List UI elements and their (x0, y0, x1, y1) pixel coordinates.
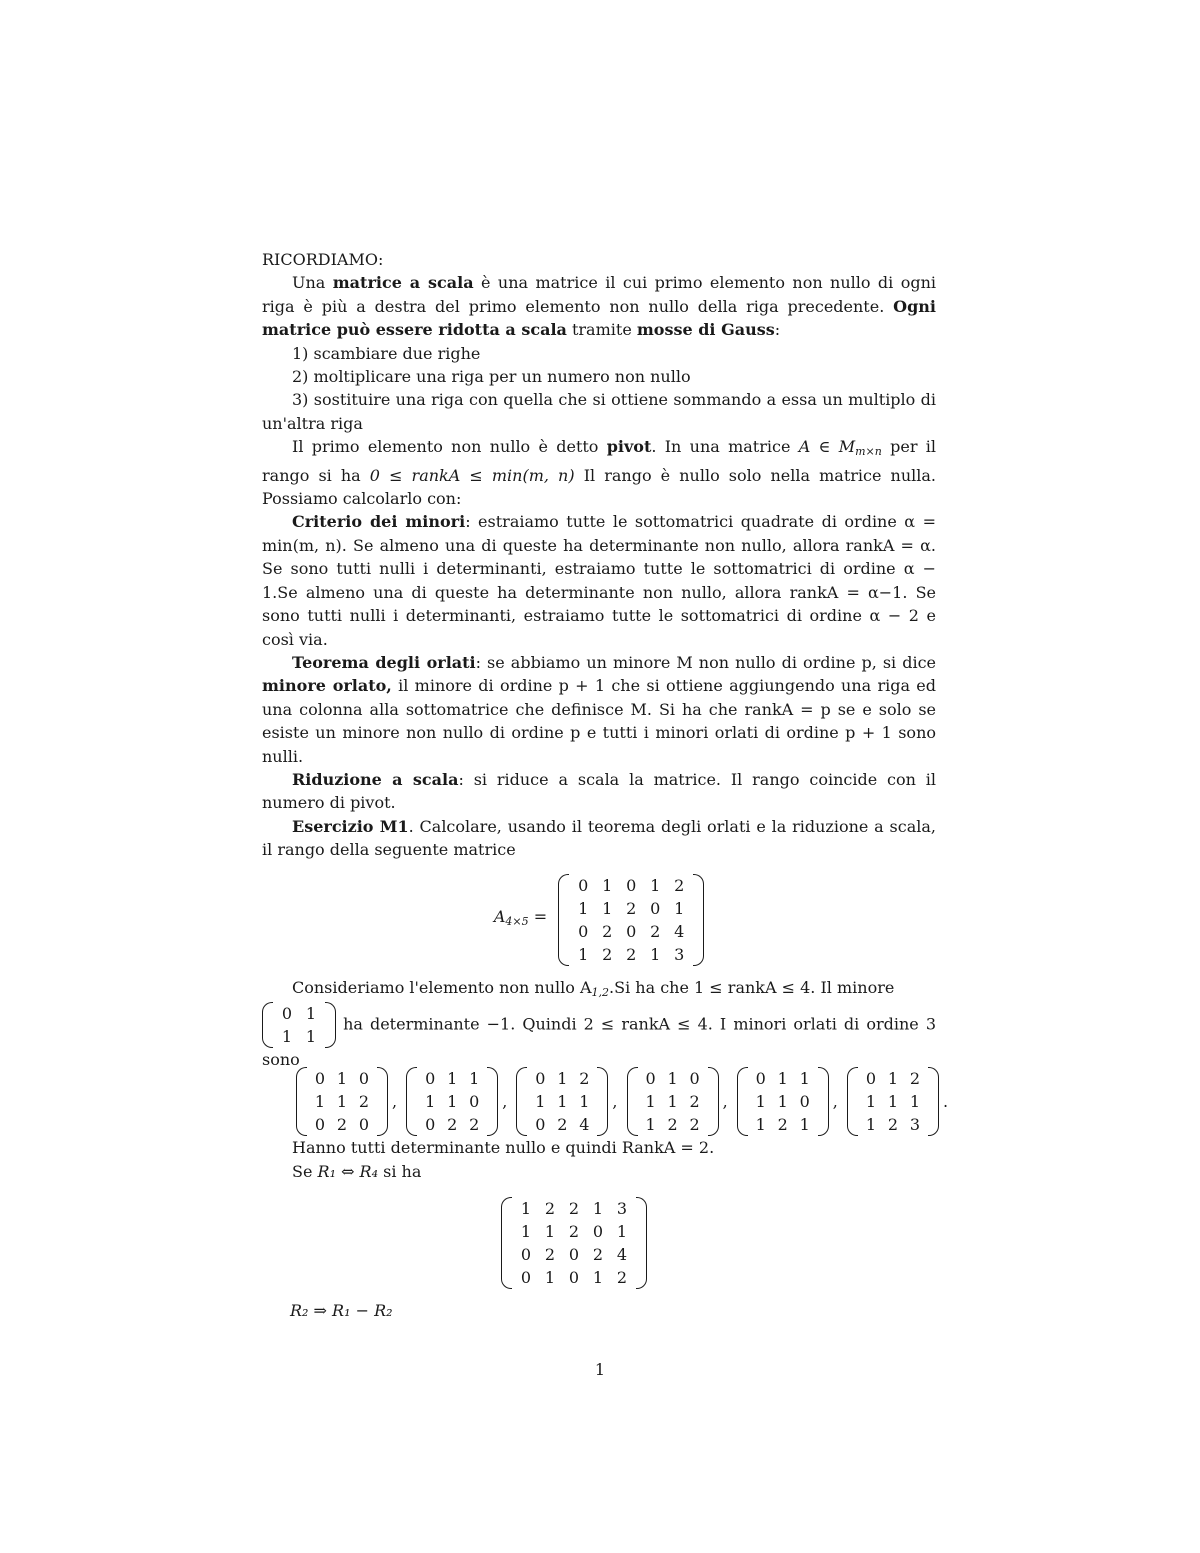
gauss-moves-list (262, 342, 936, 436)
matrix-entry: 0 (535, 1069, 546, 1089)
matrix-entry: 2 (689, 1092, 700, 1112)
matrix-entry: 0 (520, 1268, 532, 1288)
matrix-entry: 1 (520, 1222, 532, 1242)
list-item: 3) sostituire una riga con quella che si ottiene sommando a essa un multiplo di un'altra riga (262, 390, 936, 433)
matrix-entry: 2 (557, 1115, 568, 1135)
matrix-entry: 1 (469, 1069, 480, 1089)
matrix-entry: 1 (799, 1115, 810, 1135)
matrix-entry: 1 (544, 1222, 556, 1242)
matrix-entry: 1 (592, 1268, 604, 1288)
matrix-entry: 1 (447, 1069, 458, 1089)
matrix-entry: 2 (336, 1115, 348, 1135)
matrix-entry: 0 (626, 875, 637, 895)
matrix-entry: 4 (579, 1115, 590, 1135)
teorema-orlati-paragraph: Teorema degli orlati: se abbiamo un minore M non nullo di ordine p, si dice minore orlato, il minore di ordine p + 1 che si ottiene aggiungendo una riga ed una colonna alla sottomatrice che definisce M. Si ha che rankA = p se e solo se esiste un minore non nullo di ordine p e tutti i minori orlati di ordine p + 1 sono nulli. (262, 652, 937, 766)
matrix-a (558, 874, 704, 966)
left-paren (406, 1067, 417, 1136)
matrix-entry: 0 (689, 1069, 700, 1089)
matrix-entry: 0 (425, 1069, 436, 1089)
right-paren (325, 1002, 336, 1048)
matrix-b-display (212, 1197, 936, 1289)
pivot-paragraph: Il primo elemento non nullo è detto pivot. In una matrice A ∈ $M_{m\times n}$ per il rango si ha 0 ≤ rankA ≤ min(m, n) Il rango è nullo solo nella matrice nulla. Possiamo calcolarlo con: (262, 437, 937, 509)
matrix-entry: 0 (578, 875, 589, 895)
left-paren (501, 1197, 512, 1289)
matrix-entry: 1 (799, 1069, 810, 1089)
matrix-entry: 0 (314, 1115, 326, 1135)
matrix-entry: 1 (865, 1115, 877, 1135)
matrix-entry: 0 (425, 1115, 436, 1135)
list-item: 2) moltiplicare una riga per un numero non nullo (292, 367, 691, 387)
left-paren (627, 1067, 638, 1136)
matrix-entry: 0 (358, 1069, 370, 1089)
matrix-entry: 4 (674, 921, 685, 941)
matrix-entry: 3 (674, 944, 685, 964)
minor-line: 0 1 1 1 ha determinante −1. Quindi 2 ≤ rankA ≤ 4. I minori orlati di ordine 3 sono (262, 1003, 936, 1069)
matrix-entry: 2 (602, 944, 613, 964)
matrix-entry: 1 (887, 1092, 899, 1112)
matrix-entry: 1 (755, 1092, 766, 1112)
matrix-entry: 1 (557, 1069, 568, 1089)
matrix-entry: 0 (535, 1115, 546, 1135)
matrix-entry: 4 (616, 1245, 628, 1265)
matrix-entry: 2 (579, 1069, 590, 1089)
matrix-entry: 1 (909, 1092, 921, 1112)
matrix-entry: 0 (865, 1069, 877, 1089)
matrix-entry: 1 (667, 1092, 678, 1112)
orlato-matrix (737, 1067, 829, 1136)
section-heading: RICORDIAMO: (262, 250, 384, 269)
criterio-minori-paragraph: Criterio dei minori: estraiamo tutte le sottomatrici quadrate di ordine α = min(m, n). Se almeno una di queste ha determinante non nullo, allora rankA = α. Se sono tutti nulli i determinanti, estraiamo tutte le sottomatrici di ordine α − 1.Se almeno una di queste ha determinante non nullo, allora rankA = α−1. Se sono tutti nulli i determinanti, estraiamo tutte le sottomatrici di ordine α − 2 e così via. (262, 512, 936, 649)
matrix-entry: 1 (674, 898, 685, 918)
matrix-entry: 2 (626, 944, 637, 964)
right-paren (597, 1067, 608, 1136)
right-paren (818, 1067, 829, 1136)
matrix-entry: 2 (689, 1115, 700, 1135)
matrix-entry: 1 (887, 1069, 899, 1089)
matrix-entry: 1 (281, 1026, 293, 1046)
matrix-entry: 1 (305, 1003, 317, 1023)
matrix-entry: 1 (520, 1199, 532, 1219)
matrix-entry: 0 (799, 1092, 810, 1112)
matrix-entry: 1 (557, 1092, 568, 1112)
matrix-entry: 0 (358, 1115, 370, 1135)
matrix-b (501, 1197, 647, 1289)
matrix-entry: 2 (568, 1199, 580, 1219)
matrix-entry: 0 (520, 1245, 532, 1265)
matrix-entry: 1 (650, 944, 661, 964)
right-paren (693, 874, 704, 966)
consider-paragraph: Consideriamo l'elemento non nullo $A_{1,2}.Si$ ha che 1 ≤ rankA ≤ 4. Il minore (292, 977, 895, 999)
matrix-entry: 2 (544, 1199, 556, 1219)
matrix-entry: 1 (447, 1092, 458, 1112)
matrix-entry: 1 (336, 1092, 348, 1112)
matrix-entry: 2 (887, 1115, 899, 1135)
left-paren (516, 1067, 527, 1136)
matrix-entry: 1 (336, 1069, 348, 1089)
matrix-entry: 0 (281, 1003, 293, 1023)
matrix-entry: 2 (616, 1268, 628, 1288)
matrix-entry: 2 (650, 921, 661, 941)
riduzione-paragraph: Riduzione a scala: si riduce a scala la matrice. Il rango coincide con il numero di pivot. (262, 769, 936, 813)
page-number: 1 (594, 1360, 606, 1379)
matrix-entry: 1 (650, 875, 661, 895)
orlati-matrices: 0 1 0 1 1 2 0 2 0 , 0 1 1 1 1 0 0 2 2 , 0 1 2 1 1 1 0 2 4 , 0 1 0 1 1 2 1 2 2 , 0 1 1 1 1 0 1 2 1 , 0 1 2 1 1 1 1 2 3 . (296, 1067, 1116, 1136)
matrix-entry: 0 (626, 921, 637, 941)
matrix-entry: 1 (535, 1092, 546, 1112)
matrix-a-label: A4×5 = (493, 907, 548, 929)
matrix-entry: 0 (592, 1222, 604, 1242)
matrix-entry: 0 (650, 898, 661, 918)
orlato-matrix (406, 1067, 498, 1136)
swap-line: Se R₁ ⇔ R₄ si ha (292, 1161, 422, 1181)
matrix-entry: 3 (909, 1115, 921, 1135)
matrix-entry: 0 (568, 1245, 580, 1265)
matrix-entry: 1 (667, 1069, 678, 1089)
left-paren (296, 1067, 307, 1136)
row-operation: R₂ ⇒ R₁ − R₂ (290, 1301, 393, 1321)
right-paren (487, 1067, 498, 1136)
orlato-matrix (516, 1067, 608, 1136)
definition-paragraph: Una matrice a scala è una matrice il cui primo elemento non nullo di ogni riga è più a destra del primo elemento non nullo della riga precedente. Ogni matrice può essere ridotta a scala tramite mosse di Gauss: (262, 273, 937, 340)
matrix-entry: 1 (579, 1092, 590, 1112)
matrix-entry: 1 (645, 1092, 656, 1112)
matrix-entry: 1 (777, 1092, 788, 1112)
matrix-entry: 2 (674, 875, 685, 895)
matrix-entry: 1 (602, 875, 613, 895)
matrix-entry: 2 (592, 1245, 604, 1265)
left-paren (737, 1067, 748, 1136)
orlato-matrix (627, 1067, 719, 1136)
matrix-entry: 2 (447, 1115, 458, 1135)
term-matrice-a-scala: matrice a scala (332, 273, 474, 293)
matrix-entry: 2 (909, 1069, 921, 1089)
esercizio-paragraph: Esercizio M1. Calcolare, usando il teorema degli orlati e la riduzione a scala, il rango della seguente matrice (262, 816, 936, 860)
matrix-entry: 1 (602, 898, 613, 918)
right-paren (377, 1067, 388, 1136)
left-paren (558, 874, 569, 966)
matrix-entry: 2 (544, 1245, 556, 1265)
matrix-entry: 1 (592, 1199, 604, 1219)
matrix-entry: 1 (578, 944, 589, 964)
orlato-matrix (296, 1067, 388, 1136)
matrix-entry: 0 (469, 1092, 480, 1112)
matrix-entry: 1 (755, 1115, 766, 1135)
matrix-entry: 0 (568, 1268, 580, 1288)
matrix-entry: 2 (777, 1115, 788, 1135)
matrix-entry: 1 (544, 1268, 556, 1288)
minor-2x2 (262, 1002, 336, 1048)
matrix-entry: 0 (755, 1069, 766, 1089)
matrix-entry: 1 (314, 1092, 326, 1112)
list-item: 1) scambiare due righe (292, 343, 481, 363)
matrix-entry: 1 (305, 1026, 317, 1046)
right-paren (708, 1067, 719, 1136)
right-paren (928, 1067, 939, 1136)
matrix-entry: 1 (425, 1092, 436, 1112)
matrix-entry: 1 (578, 898, 589, 918)
matrix-entry: 0 (578, 921, 589, 941)
orlato-matrix (847, 1067, 939, 1136)
matrix-entry: 2 (602, 921, 613, 941)
matrix-entry: 2 (626, 898, 637, 918)
matrix-entry: 1 (777, 1069, 788, 1089)
matrix-entry: 0 (645, 1069, 656, 1089)
matrix-entry: 2 (568, 1222, 580, 1242)
matrix-entry: 3 (616, 1199, 628, 1219)
matrix-entry: 2 (469, 1115, 480, 1135)
matrix-entry: 2 (667, 1115, 678, 1135)
left-paren (262, 1002, 273, 1048)
document-body (262, 248, 949, 1323)
matrix-a-display (262, 874, 936, 966)
matrix-entry: 2 (358, 1092, 370, 1112)
matrix-entry: 1 (865, 1092, 877, 1112)
matrix-entry: 0 (314, 1069, 326, 1089)
left-paren (847, 1067, 858, 1136)
matrix-entry: 1 (645, 1115, 656, 1135)
matrix-entry: 1 (616, 1222, 628, 1242)
right-paren (636, 1197, 647, 1289)
conclusion-line: Hanno tutti determinante nullo e quindi RankA = 2. (292, 1138, 715, 1158)
